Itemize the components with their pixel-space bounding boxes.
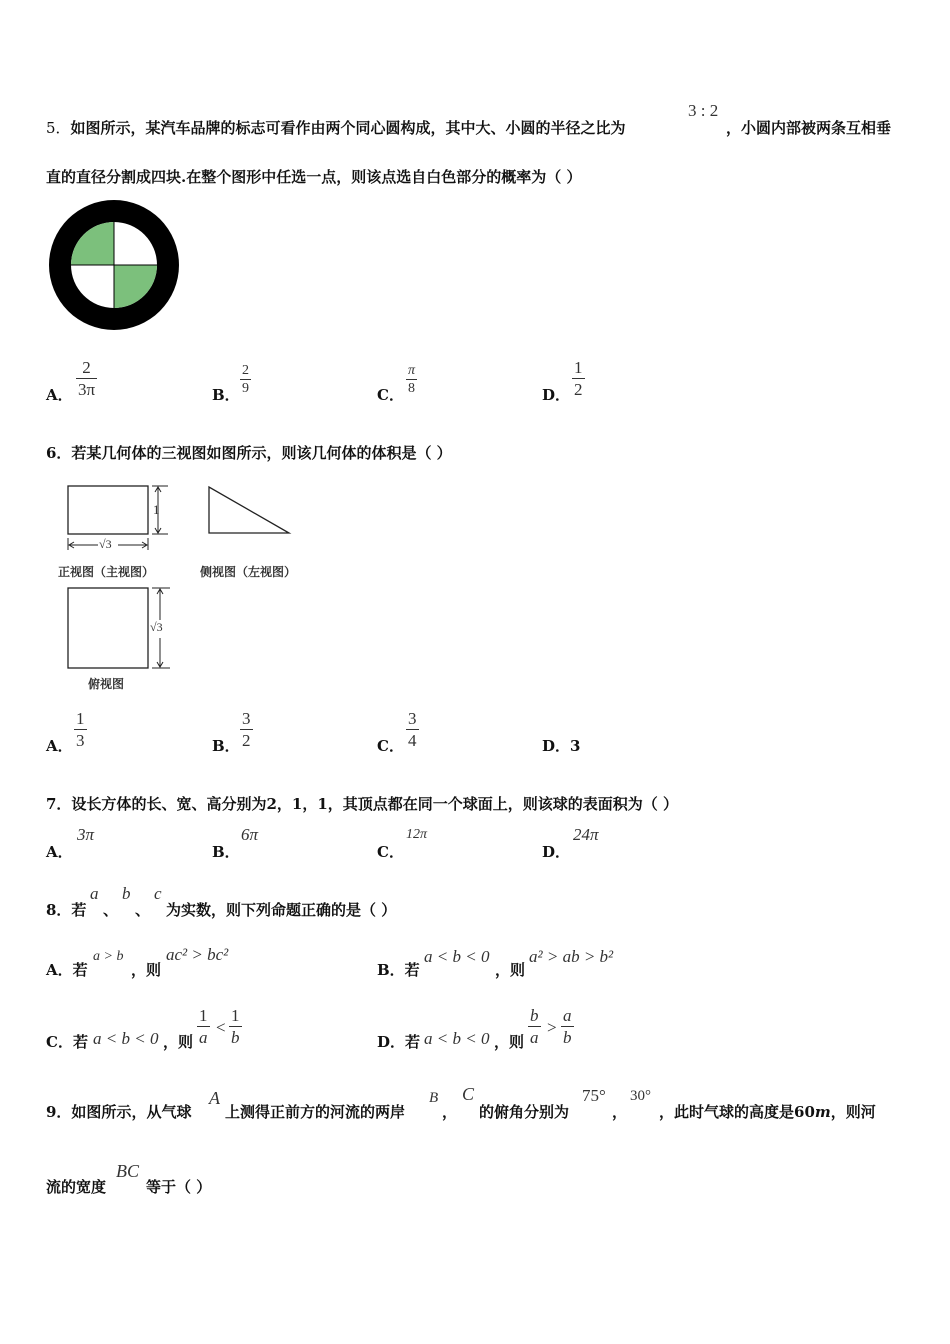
q8-option-c-fraction-1-denominator: a [199, 1028, 208, 1047]
q5-ratio: 3 : 2 [688, 101, 719, 120]
q8-stem-tail: 为实数，则下列命题正确的是（ ） [166, 901, 397, 919]
q8-option-c-then: ，则 [163, 1033, 194, 1051]
q5-option-a-numerator: 2 [82, 358, 91, 377]
q7-stem: 7．设长方体的长、宽、高分别为2，1，1，其顶点都在同一个球面上，则该球的表面积为（ ） [46, 795, 678, 813]
q9-text-end: ，则河 [830, 1103, 876, 1121]
q8-option-c-fraction-2-denominator: b [231, 1028, 240, 1047]
q8-option-c-operator: < [216, 1018, 226, 1037]
q6-side-view [205, 485, 295, 537]
q6-side-view-caption: 侧视图（左视图） [200, 565, 297, 579]
q9-point-c: C [462, 1084, 475, 1104]
q7-option-a-value: 3π [77, 825, 95, 844]
q6-option-b-numerator: 3 [242, 709, 251, 728]
q6-front-view-caption: 正视图（主视图） [58, 565, 155, 579]
q9-segment-bc: BC [116, 1161, 140, 1181]
q7-option-c-label: C． [377, 843, 404, 861]
q8-option-b-then: ，则 [495, 961, 526, 979]
q7-option-b-value: 6π [241, 825, 259, 844]
q6-dim-depth-sqrt3: √3 [150, 620, 163, 634]
q6-dim-width-sqrt3: √3 [99, 537, 112, 551]
q6-front-view [60, 482, 180, 558]
q6-option-a-numerator: 1 [76, 709, 85, 728]
q5-option-b-denominator: 9 [242, 381, 249, 396]
q8-option-c-label: C．若 [46, 1033, 88, 1051]
q7-option-c-value: 12π [406, 827, 428, 842]
q9-text-part6 [659, 1101, 876, 1122]
q9-height-text: ，此时气球的高度是60 [659, 1103, 815, 1121]
q9-text-part2: 上测得正前方的河流的两岸 [225, 1103, 406, 1121]
q8-option-d-fraction-1-denominator: a [530, 1028, 539, 1047]
q5-option-c-denominator: 8 [408, 381, 415, 396]
q6-option-a-fraction [74, 708, 87, 751]
q9-comma-2: ， [612, 1103, 628, 1121]
q8-separator-2: 、 [135, 901, 151, 919]
q9-point-b: B [429, 1090, 439, 1106]
q6-option-b-denominator: 2 [242, 731, 251, 750]
q5-option-b-fraction [240, 362, 251, 397]
q7-option-d-label: D． [542, 843, 571, 861]
q8-option-a-label: A．若 [46, 961, 88, 979]
q6-option-b-fraction [240, 708, 253, 751]
q7-option-a-label: A． [46, 843, 73, 861]
q8-option-a-condition: a > b [93, 949, 124, 964]
q8-option-d-fraction-2-numerator: a [563, 1006, 572, 1025]
q5-option-a-fraction [76, 357, 97, 400]
q8-option-c-condition: a < b < 0 [93, 1029, 159, 1048]
q9-text-part1 [46, 1101, 191, 1122]
q5-option-a-denominator: 3π [78, 380, 96, 399]
q9-line2-end: 等于（ ） [146, 1178, 212, 1196]
q5-stem-part2: ，小圆内部被两条互相垂 [726, 119, 892, 137]
q8-option-d-operator: > [547, 1018, 557, 1037]
q9-point-a: A [209, 1088, 220, 1108]
q5-text-line1 [46, 117, 626, 138]
q6-option-b-label: B． [212, 737, 240, 755]
q5-option-c-label: C． [377, 386, 404, 404]
q5-option-b-numerator: 2 [242, 363, 249, 378]
q8-option-c-fraction-1-numerator: 1 [199, 1006, 208, 1025]
q5-option-d-numerator: 1 [574, 358, 583, 377]
q9-unit-m: m [814, 1103, 831, 1121]
q8-separator-1: 、 [103, 901, 119, 919]
q8-var-b: b [122, 884, 131, 903]
q8-var-a: a [90, 884, 99, 903]
q8-number: 8．若 [46, 901, 87, 919]
q5-logo-figure [47, 198, 181, 332]
q6-option-a-denominator: 3 [76, 731, 85, 750]
q6-option-d-label: D． [542, 737, 571, 755]
q7-option-b-label: B． [212, 843, 240, 861]
q5-option-d-denominator: 2 [574, 380, 583, 399]
q6-option-c-numerator: 3 [408, 709, 417, 728]
q6-top-view-caption: 俯视图 [88, 677, 125, 691]
q8-option-b-label: B．若 [377, 961, 420, 979]
q9-number-and-start: 9．如图所示，从气球 [46, 1103, 192, 1121]
q6-dim-height-1: 1 [153, 502, 160, 517]
q8-option-c-fraction-2 [229, 1005, 242, 1048]
q5-stem-part1: 如图所示，某汽车品牌的标志可看作由两个同心圆构成，其中大、小圆的半径之比为 [70, 119, 626, 137]
q6-option-c-label: C． [377, 737, 404, 755]
q5-option-c-fraction [406, 362, 417, 397]
q8-option-c-fraction-1 [197, 1005, 210, 1048]
q5-option-b-label: B． [212, 386, 240, 404]
q5-option-d-fraction [572, 357, 585, 400]
q8-option-a-conclusion: ac² > bc² [166, 945, 229, 964]
q8-option-a-then: ，则 [131, 961, 162, 979]
q8-option-d-fraction-1-numerator: b [530, 1006, 539, 1025]
q8-option-c-fraction-2-numerator: 1 [231, 1006, 240, 1025]
q5-stem-line2: 直的直径分割成四块.在整个图形中任选一点，则该点选自白色部分的概率为（ ） [46, 168, 582, 186]
q8-var-c: c [154, 884, 162, 903]
q8-option-b-conclusion: a² > ab > b² [529, 947, 614, 966]
q8-option-b-condition: a < b < 0 [424, 947, 490, 966]
q9-text-part4: 的俯角分别为 [479, 1103, 570, 1121]
q8-option-d-label: D．若 [377, 1033, 421, 1051]
q9-comma-1: ， [442, 1103, 458, 1121]
q8-option-d-fraction-2 [561, 1005, 574, 1048]
q6-option-c-fraction [406, 708, 419, 751]
q8-option-d-then: ，则 [494, 1033, 525, 1051]
q6-option-c-denominator: 4 [408, 731, 417, 750]
q5-option-d-label: D． [542, 386, 571, 404]
q6-stem: 6．若某几何体的三视图如图所示，则该几何体的体积是（ ） [46, 444, 452, 462]
q8-option-d-condition: a < b < 0 [424, 1029, 490, 1048]
q6-option-d-value: 3 [570, 737, 581, 755]
q8-option-d-fraction-2-denominator: b [563, 1028, 572, 1047]
q5-option-c-numerator: π [408, 363, 416, 378]
q6-option-d [542, 735, 580, 756]
q7-option-d-value: 24π [573, 825, 599, 844]
q9-angle-75: 75° [582, 1086, 606, 1105]
q5-number: 5． [46, 119, 71, 137]
q6-option-a-label: A． [46, 737, 73, 755]
q5-option-a-label: A． [46, 386, 73, 404]
q9-angle-30: 30° [630, 1088, 651, 1104]
q8-option-d-fraction-1 [528, 1005, 541, 1048]
q9-line2-start: 流的宽度 [46, 1178, 107, 1196]
